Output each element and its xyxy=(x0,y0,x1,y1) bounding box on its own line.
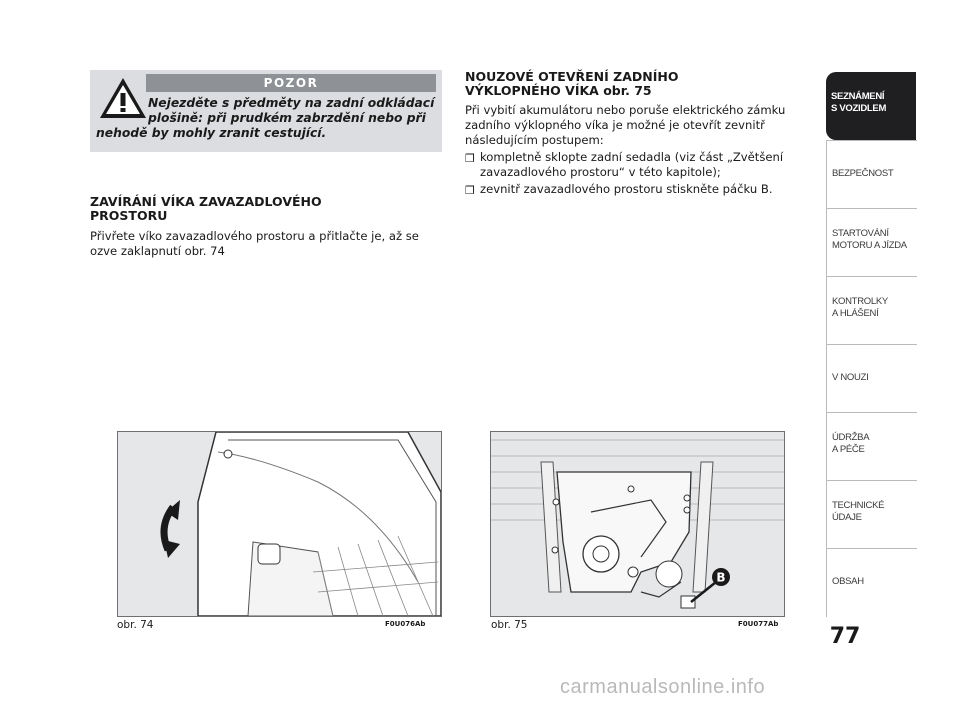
list-item: ❒ zevnitř zavazadlového prostoru stiskněte páčku B. xyxy=(465,182,773,197)
tab-v-nouzi[interactable] xyxy=(826,344,917,413)
tab-udrzba[interactable] xyxy=(826,412,917,481)
figure-75-image xyxy=(490,431,785,617)
list-item: ❒ kompletně sklopte zadní sedadla (viz část „Zvětšení zavazadlového prostoru“ v této kapitole); xyxy=(465,150,784,179)
figure-caption: obr. 75 xyxy=(491,619,528,631)
tab-obsah[interactable] xyxy=(826,548,917,617)
warning-header: POZOR xyxy=(146,74,436,92)
trunk-lid-illustration xyxy=(118,432,441,616)
watermark: carmanualsonline.info xyxy=(560,676,766,698)
page-number: 77 xyxy=(829,624,861,649)
checkbox-bullet-icon: ❒ xyxy=(465,152,475,165)
warning-line: plošině: při prudkém zabrzdění nebo při xyxy=(148,111,426,125)
tab-label: BEZPEČNOST xyxy=(832,168,894,179)
tab-startovani[interactable] xyxy=(826,208,917,277)
trunk-lock-illustration xyxy=(491,432,784,616)
figure-caption: obr. 74 xyxy=(117,619,154,631)
warning-text xyxy=(96,96,436,141)
tab-label: KONTROLKY A HLÁŠENÍ xyxy=(832,296,888,319)
tab-label: V NOUZI xyxy=(832,372,869,383)
tab-label: ÚDRŽBA A PÉČE xyxy=(832,432,870,455)
tab-kontrolky[interactable] xyxy=(826,276,917,345)
tab-label: SEZNÁMENÍ S VOZIDLEM xyxy=(831,91,887,114)
section-body: Při vybití akumulátoru nebo poruše elektrického zámku zadního výklopného víka je možné je otevřít zevnitř následujícím postupem: xyxy=(465,103,786,147)
figure-code: F0U077Ab xyxy=(738,620,779,628)
tab-technicke-udaje[interactable] xyxy=(826,480,917,549)
tab-bezpecnost[interactable] xyxy=(826,140,917,209)
checkbox-bullet-icon: ❒ xyxy=(465,184,475,197)
tab-label: OBSAH xyxy=(832,576,864,587)
tab-label: TECHNICKÉ ÚDAJE xyxy=(832,500,885,523)
section-body: Přivřete víko zavazadlového prostoru a přitlačte je, až se ozve zaklapnutí obr. 74 xyxy=(90,229,419,258)
figure-code: F0U076Ab xyxy=(385,620,426,628)
callout-b-label: B xyxy=(716,570,726,585)
warning-line: Nejezděte s předměty na zadní odkládací xyxy=(148,96,435,110)
tab-label: STARTOVÁNÍ MOTORU A JÍZDA xyxy=(832,228,907,251)
warning-box xyxy=(90,70,442,152)
section-closing-trunk xyxy=(90,195,445,259)
section-emergency-opening xyxy=(465,70,800,197)
section-heading: NOUZOVÉ OTEVŘENÍ ZADNÍHO VÝKLOPNÉHO VÍKA obr. 75 xyxy=(465,69,679,98)
tab-seznameni[interactable] xyxy=(826,72,916,140)
warning-line: nehodě by mohly zranit cestující. xyxy=(96,126,327,140)
figure-74-image xyxy=(117,431,442,617)
section-heading: ZAVÍRÁNÍ VÍKA ZAVAZADLOVÉHO PROSTORU xyxy=(90,194,322,223)
